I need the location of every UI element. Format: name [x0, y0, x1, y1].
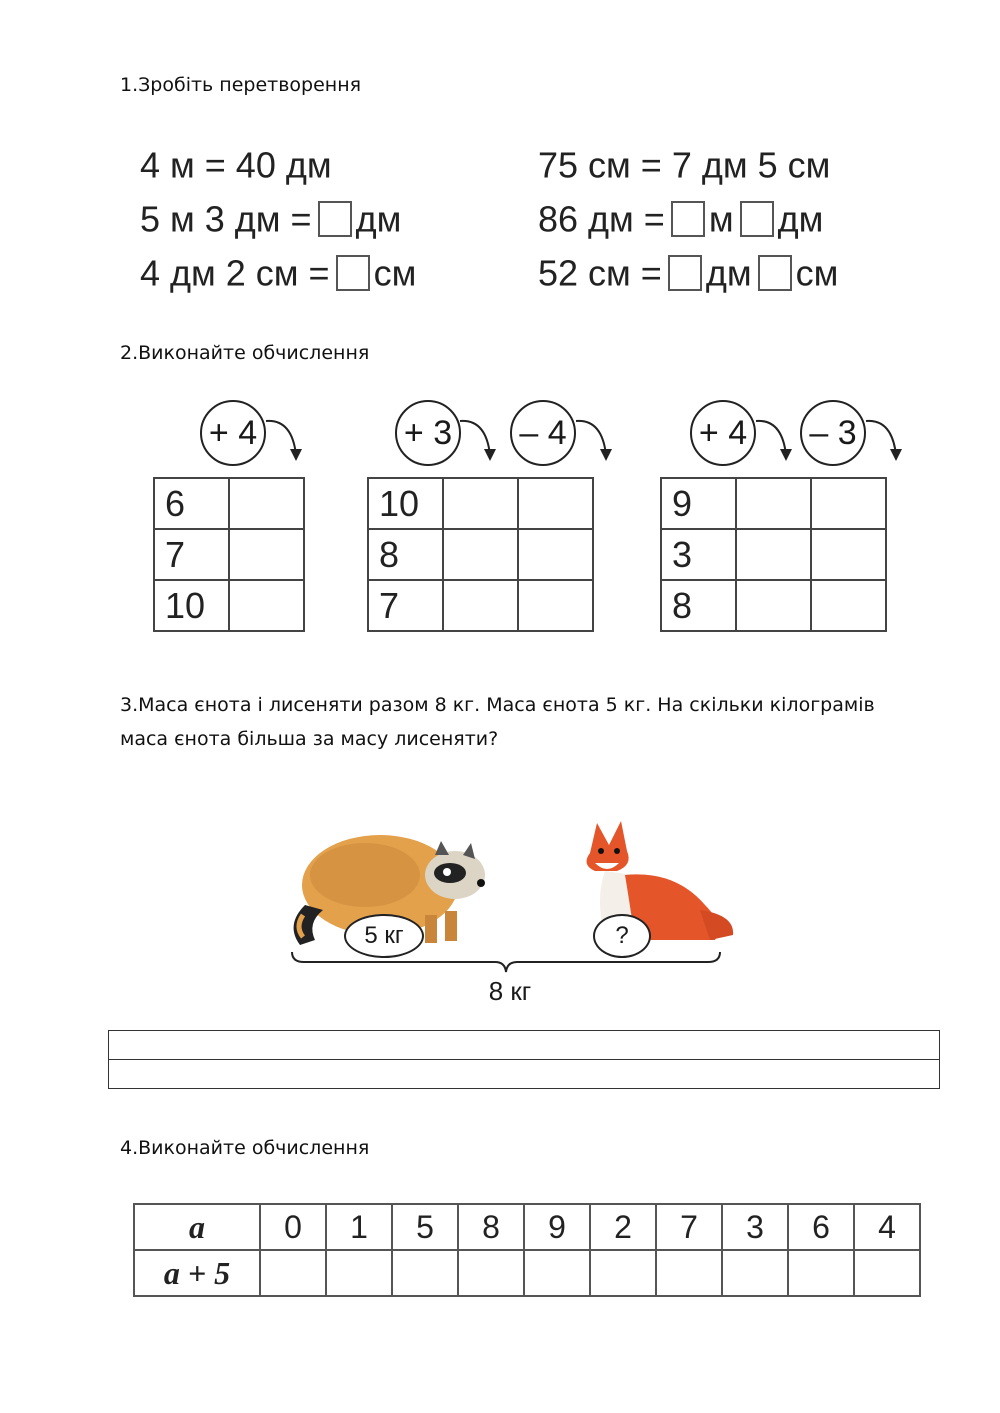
table-cell: 10 — [154, 580, 229, 631]
table-cell: 9 — [524, 1204, 590, 1250]
answer-cell[interactable] — [811, 529, 886, 580]
answer-box[interactable] — [318, 201, 352, 237]
brace-icon — [290, 950, 722, 974]
total-weight-label: 8 кг — [488, 976, 532, 1006]
table-cell: 2 — [590, 1204, 656, 1250]
answer-cell[interactable] — [788, 1250, 854, 1296]
table-cell: 8 — [661, 580, 736, 631]
table-cell: 3 — [661, 529, 736, 580]
answer-cell[interactable] — [518, 529, 593, 580]
answer-cell[interactable] — [811, 580, 886, 631]
table-cell: 7 — [368, 580, 443, 631]
a-plus-five-table — [133, 1203, 921, 1297]
answer-cell[interactable] — [443, 529, 518, 580]
answer-box[interactable] — [758, 255, 792, 291]
table-row — [134, 1250, 920, 1296]
answer-cell[interactable] — [854, 1250, 920, 1296]
conversion-row-left-3: 4 дм 2 см = см — [140, 252, 417, 294]
answer-box[interactable] — [671, 201, 705, 237]
answer-cell[interactable] — [722, 1250, 788, 1296]
answer-cell[interactable] — [736, 478, 811, 529]
answer-cell[interactable] — [524, 1250, 590, 1296]
table-cell: 10 — [368, 478, 443, 529]
curved-arrow-icon — [262, 415, 312, 465]
task3-text: 3.Маса єнота і лисеняти разом 8 кг. Маса єнота 5 кг. На скільки кілограмів маса єнота більша за масу лисеняти? — [120, 694, 875, 750]
answer-box[interactable] — [668, 255, 702, 291]
table-cell: 3 — [722, 1204, 788, 1250]
task2-heading: 2.Виконайте обчислення — [120, 342, 370, 364]
answer-cell[interactable] — [518, 580, 593, 631]
answer-cell[interactable] — [656, 1250, 722, 1296]
row-header-a-plus-5: a + 5 — [134, 1250, 260, 1296]
operation-circle: + 4 — [200, 400, 266, 466]
table-cell: 6 — [788, 1204, 854, 1250]
answer-cell[interactable] — [229, 478, 304, 529]
answer-field-1[interactable] — [108, 1030, 940, 1060]
raccoon-weight-label: 5 кг — [344, 914, 424, 958]
table-cell: 5 — [392, 1204, 458, 1250]
answer-cell[interactable] — [229, 529, 304, 580]
conversion-row-right-2: 86 дм = м дм — [538, 198, 824, 240]
table-cell: 6 — [154, 478, 229, 529]
conversion-row-right-3: 52 см = дм см — [538, 252, 839, 294]
answer-field-2[interactable] — [108, 1059, 940, 1089]
curved-arrow-icon — [752, 415, 802, 465]
answer-cell[interactable] — [811, 478, 886, 529]
answer-cell[interactable] — [736, 529, 811, 580]
answer-cell[interactable] — [326, 1250, 392, 1296]
answer-cell[interactable] — [392, 1250, 458, 1296]
answer-cell[interactable] — [736, 580, 811, 631]
operation-circle: – 3 — [800, 400, 866, 466]
operation-circle: – 4 — [510, 400, 576, 466]
conversion-example-left: 4 м = 40 дм — [140, 144, 332, 186]
calc-table-3 — [660, 477, 887, 632]
table-row — [134, 1204, 920, 1250]
calc-table-1 — [153, 477, 305, 632]
table-cell: 4 — [854, 1204, 920, 1250]
answer-cell[interactable] — [518, 478, 593, 529]
answer-cell[interactable] — [260, 1250, 326, 1296]
curved-arrow-icon — [572, 415, 622, 465]
answer-cell[interactable] — [590, 1250, 656, 1296]
table-cell: 7 — [656, 1204, 722, 1250]
curved-arrow-icon — [862, 415, 912, 465]
task1-heading: 1.Зробіть перетворення — [120, 74, 362, 96]
answer-box[interactable] — [336, 255, 370, 291]
table-cell: 9 — [661, 478, 736, 529]
table-cell: 0 — [260, 1204, 326, 1250]
answer-cell[interactable] — [229, 580, 304, 631]
curved-arrow-icon — [456, 415, 506, 465]
answer-cell[interactable] — [443, 580, 518, 631]
table-cell: 8 — [368, 529, 443, 580]
answer-cell[interactable] — [458, 1250, 524, 1296]
table-cell: 1 — [326, 1204, 392, 1250]
answer-cell[interactable] — [443, 478, 518, 529]
operation-circle: + 4 — [690, 400, 756, 466]
row-header-a: a — [134, 1204, 260, 1250]
conversion-example-right: 75 см = 7 дм 5 см — [538, 144, 831, 186]
fox-weight-label: ? — [593, 914, 651, 958]
operation-circle: + 3 — [395, 400, 461, 466]
calc-table-2 — [367, 477, 594, 632]
conversion-row-left-2: 5 м 3 дм = дм — [140, 198, 402, 240]
answer-box[interactable] — [740, 201, 774, 237]
table-cell: 8 — [458, 1204, 524, 1250]
task4-heading: 4.Виконайте обчислення — [120, 1137, 370, 1159]
table-cell: 7 — [154, 529, 229, 580]
